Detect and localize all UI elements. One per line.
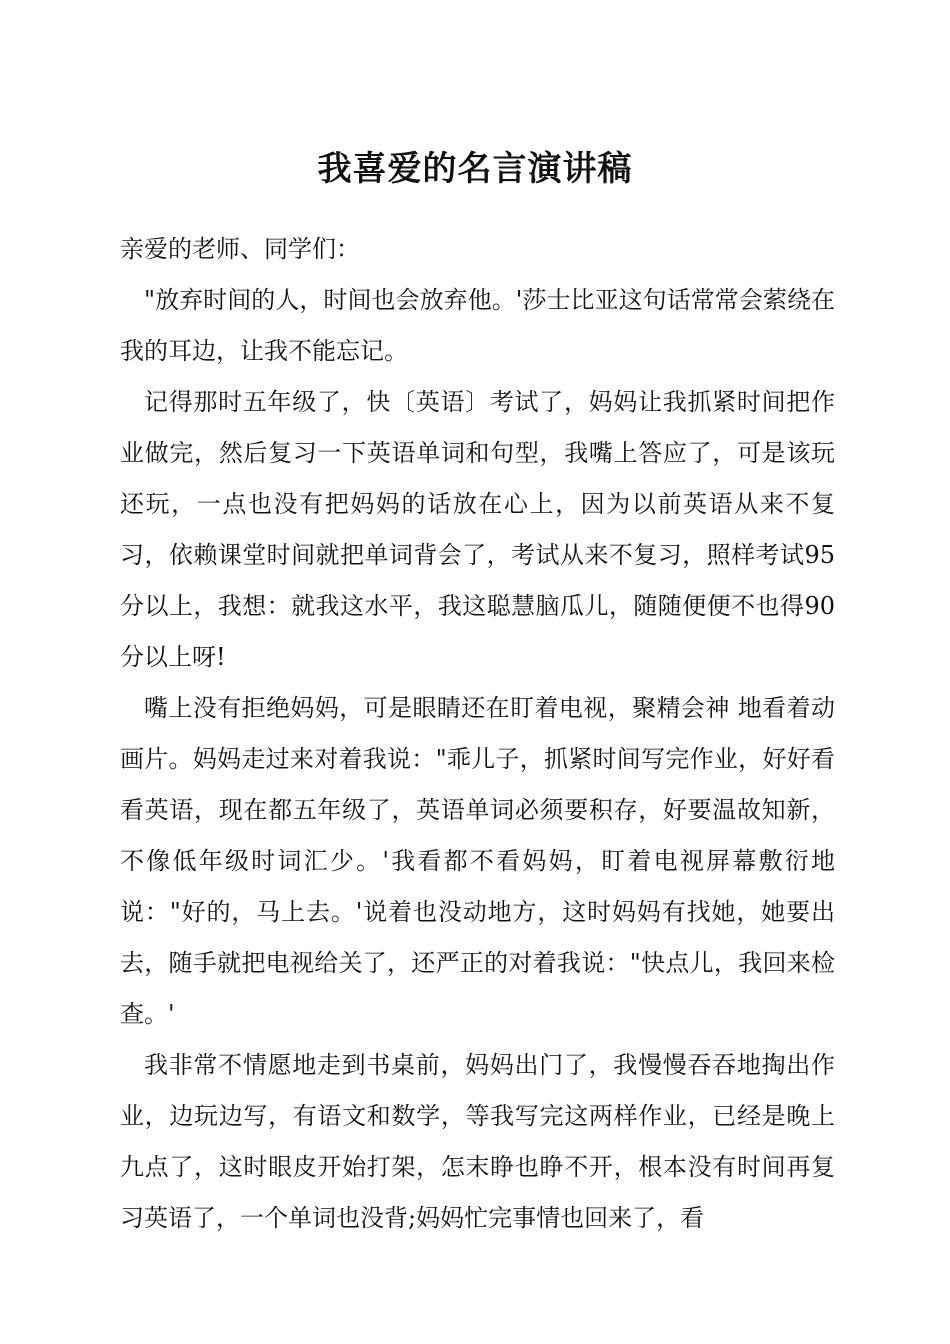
greeting-paragraph: 亲爱的老师、同学们： xyxy=(120,235,360,263)
body-paragraph-4: 我非常不情愿地走到书桌前，妈妈出门了，我慢慢吞吞地掏出作业，边玩边写，有语文和数学，等我写完这两样作业，已经是晚上九点了，这时眼皮开始打架，怎末睁也睁不开，根本没有时间再复习英语了，一个单词也没背;妈妈忙完事情也回来了，看 xyxy=(120,1051,835,1232)
document-body xyxy=(120,224,835,1244)
document-title: 我喜爱的名言演讲稿 xyxy=(317,149,633,189)
body-paragraph-3: 嘴上没有拒绝妈妈，可是眼睛还在盯着电视，聚精会神 地看着动画片。妈妈走过来对着我说："乖儿子，抓紧时间写完作业，好好看看英语，现在都五年级了，英语单词必须要积存，好要温故知新，不像低年级时词汇少。'我看都不看妈妈，盯着电视屏幕敷衍地说："好的，马上去。'说着也没动地方，这时妈妈有找她，她要出去，随手就把电视给关了，还严正的对着我说："快点儿，我回来检查。' xyxy=(120,694,835,1028)
body-paragraph-2: 记得那时五年级了，快〔英语〕考试了，妈妈让我抓紧时间把作业做完，然后复习一下英语单词和句型，我嘴上答应了，可是该玩还玩，一点也没有把妈妈的话放在心上，因为以前英语从来不复习，依赖课堂时间就把单词背会了，考试从来不复习，照样考试95分以上，我想：就我这水平，我这聪慧脑瓜儿，随随便便不也得90分以上呀! xyxy=(120,388,835,671)
body-paragraph-1: "放弃时间的人，时间也会放弃他。'莎士比亚这句话常常会萦绕在我的耳边，让我不能忘记。 xyxy=(120,286,835,365)
